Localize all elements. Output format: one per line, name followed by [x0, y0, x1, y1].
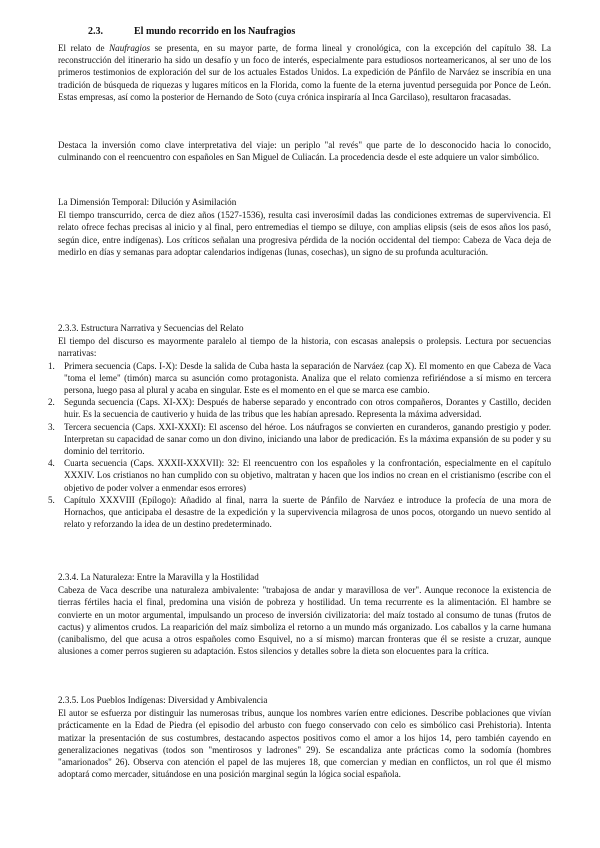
- intro-paragraph-2: [58, 139, 551, 163]
- list-lead: Primera secuencia (Caps. I-X):: [64, 360, 178, 371]
- estructura-intro: El tiempo del discurso es mayormente paralelo al tiempo de la historia, con escasas analepsis o prolepsis. Lectura por secuencias narrativas:: [58, 336, 551, 359]
- temporal-heading: La Dimensión Temporal: Dilución y Asimilación: [58, 197, 237, 207]
- list-item: [48, 421, 551, 458]
- naturaleza-section: [58, 571, 551, 657]
- list-text: Después de haberse separado y encontrado con otros compañeros, Dorantes y Castillo, deciden huir. Es la secuencia de cautiverio y huida de las tribus que les habían apresado. Representa la máxima adversidad.: [64, 397, 551, 420]
- list-text: El ascenso del héroe. Los náufragos se convierten en curanderos, ganando prestigio y poder. Interpretan su capacidad de sanar como un don divino, iniciando una labor de predicación. Es la máxima expansión de su poder y su dominio del territorio.: [64, 421, 551, 457]
- list-text: 32: El reencuentro con los españoles y la confrontación, especialmente en el capítulo XXXIV. Los cristianos no han cumplido con su objetivo, maltratan y hacen que los indios no crean en el cristianismo (escribe con el objetivo de poder volver a enmendar esos errores): [64, 458, 551, 493]
- list-text: Desde la salida de Cuba hasta la separación de Narváez (cap X). El momento en que Cabeza de Vaca "toma el leme" (timón) marca su asunción como protagonista. Analiza que el relato comienza refiriéndose a sí mismo en tercera persona, luego pasa al plural y acaba en singular. Este es el momento en el que se marca ese cambio.: [64, 360, 551, 396]
- list-item: [48, 494, 551, 531]
- section-heading: [88, 26, 295, 38]
- list-text: Añadido al final, narra la suerte de Pánfilo de Narváez e introduce la profecía de una mora de Hornachos, que anticipaba el desastre de la expedición y la supervivencia milagrosa de unos pocos, otorgando un nuevo sentido al relato y reforzando la idea de un destino predeterminado.: [64, 494, 551, 530]
- list-number: 4.: [48, 458, 55, 469]
- list-item: [48, 457, 551, 494]
- list-number: 2.: [48, 397, 55, 408]
- intro-paragraph-1: [58, 42, 551, 103]
- naturaleza-heading: 2.3.4. La Naturaleza: Entre la Maravilla y la Hostilidad: [58, 572, 259, 582]
- list-number: 3.: [48, 421, 55, 432]
- list-lead: Segunda secuencia (Caps. XI-XX):: [64, 397, 195, 408]
- naturaleza-text: Cabeza de Vaca describe una naturaleza ambivalente: "trabajosa de andar y maravillosa de ver". Aunque reconoce la existencia de tierras fértiles hacia el final, predomina una visión de pobreza y hostilidad. Un tema recurrente es la alimentación. El hambre se convierte en un motor argumental, impulsando un proceso de inversión civilizatoria: del maíz tostado al consumo de tunas (frutos de cactus) y alimentos crudos. La reaparición del maíz simboliza el retorno a un mundo más organizado. Los caballos y la carne humana (canibalismo, del que acusa a otros españoles como Esquivel, no a sí mismo) marcan fronteras que él se resiste a cruzar, aunque alusiones a comer perros sugieren su adaptación. Estos silencios y detalles sobre la dieta son elocuentes para la crítica.: [58, 585, 551, 657]
- list-number: 1.: [48, 360, 55, 371]
- estructura-heading: 2.3.3. Estructura Narrativa y Secuencias del Relato: [58, 323, 244, 333]
- section-title: El mundo recorrido en los Naufragios: [134, 26, 296, 37]
- intro-text-a: El relato de: [58, 43, 110, 53]
- list-item: [48, 360, 551, 397]
- estructura-section: [48, 322, 551, 530]
- temporal-text: El tiempo transcurrido, cerca de diez años (1527-1536), resulta casi inverosímil dadas las condiciones extremas de supervivencia. El relato ofrece fechas precisas al inicio y al final, pero entremedias el tiempo se diluye, con amplias elipsis (seis de esos años los pasó, según dice, entre indígenas). Los críticos señalan una progresiva pérdida de la noción occidental del tiempo: Cabeza de Vaca deja de medirlo en días y semanas para adoptar calendarios indígenas (lunas, cosechas), un signo de su profunda aculturación.: [58, 210, 551, 257]
- section-number: 2.3.: [88, 26, 103, 37]
- pueblos-text: El autor se esfuerza por distinguir las numerosas tribus, aunque los nombres varíen entre ediciones. Describe poblaciones que vivían prácticamente en la Edad de Piedra (el episodio del arbusto con fuego conservado con celo es simbólico casi Prehistoria). Intenta matizar la presentación de sus costumbres, destacando aspectos positivos como el amor a los hijos 14, pero también cayendo en generalizaciones negativas (todos son "mentirosos y ladrones" 29). Se escandaliza ante prácticas como la sodomía (hombres "amarionados" 26). Observa con atención el papel de las mujeres 18, que comercian y median en conflictos, un rol que él mismo adoptará como mercader, situándose en una posición marginal según la lógica social española.: [58, 708, 551, 780]
- list-item: [48, 396, 551, 420]
- list-lead: Capítulo XXXVIII (Epílogo):: [64, 494, 177, 505]
- pueblos-heading: 2.3.5. Los Pueblos Indígenas: Diversidad y Ambivalencia: [58, 695, 268, 705]
- intro-emphasis: Naufragios: [109, 43, 151, 53]
- list-lead: Cuarta secuencia (Caps. XXXII-XXXVII):: [64, 458, 225, 469]
- list-number: 5.: [48, 494, 55, 505]
- pueblos-section: [58, 694, 551, 780]
- temporal-section: [58, 196, 551, 258]
- list-lead: Tercera secuencia (Caps. XXI-XXXI):: [64, 421, 206, 432]
- sequence-list: [48, 360, 551, 531]
- intro-text-b: se presenta, en su mayor parte, de forma lineal y cronológica, con la excepción del capítulo 38. La reconstrucción del itinerario ha sido un desafío y un foco de interés, especialmente para estudiosos norteamericanos, al ser uno de los primeros testimonios de exploración del sur de los actuales Estados Unidos. La expedición de Pánfilo de Narváez se inscribía en una tradición de búsqueda de riquezas y lugares míticos en la Florida, como la fuente de la eterna juventud perseguida por Ponce de León. Estas empresas, así como la posterior de Hernando de Soto (cuya crónica inspiraría al Inca Garcilaso), resultaron fracasadas.: [58, 43, 551, 102]
- intro-text-2: Destaca la inversión como clave interpretativa del viaje: un periplo "al revés" que parte de lo desconocido hacia lo conocido, culminando con el reencuentro con españoles en San Miguel de Culiacán. La procedencia desde el este adquiere un valor simbólico.: [58, 140, 551, 163]
